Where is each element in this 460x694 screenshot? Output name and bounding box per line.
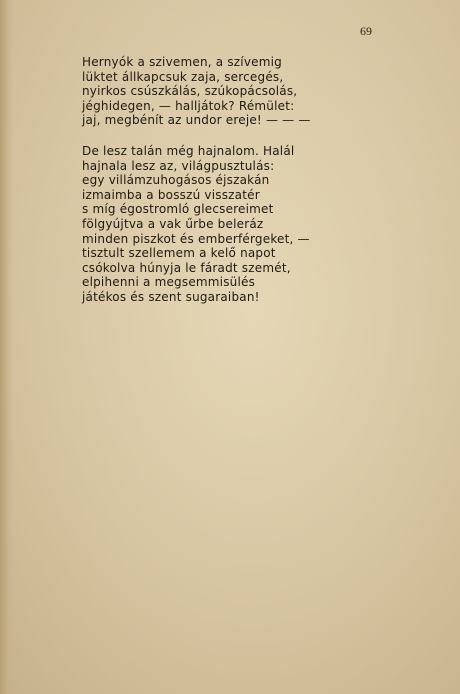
page-number: 69 — [360, 24, 372, 38]
poem-line: egy villámzuhogásos éjszakán — [82, 173, 270, 188]
poem-line: nyirkos csúszkálás, szúkopácsolás, — [82, 84, 298, 99]
poem-line: tisztult szellemem a kelő napot — [82, 246, 276, 261]
poem-line: játékos és szent sugaraiban! — [82, 289, 260, 304]
poem-line: jéghidegen, — halljátok? Rémület: — [82, 98, 295, 113]
poem-line: minden piszkot és emberférgeket, — — [82, 231, 310, 246]
poem-line: Hernyók a szivemen, a szívemig — [82, 55, 282, 69]
page-gutter-shadow — [0, 0, 14, 694]
poem-line: fölgyújtva a vak űrbe beleráz — [82, 216, 264, 231]
poem-line: De lesz talán még hajnalom. Halál — [82, 144, 295, 158]
poem-line: csókolva húnyja le fáradt szemét, — [82, 260, 291, 275]
poem-line: izmaimba a bosszú visszatér — [82, 187, 260, 202]
poem-stanza-1 — [82, 55, 382, 128]
poem-line: s míg égostromló glecsereimet — [82, 202, 274, 217]
poem-line: lüktet állkapcsuk zaja, sercegés, — [82, 69, 284, 84]
poem-line: jaj, megbénít az undor ereje! — — — — [82, 113, 311, 128]
poem-stanza-2 — [82, 144, 382, 305]
poem-line: hajnala lesz az, világpusztulás: — [82, 158, 275, 173]
poem-line: elpihenni a megsemmisülés — [82, 275, 256, 290]
